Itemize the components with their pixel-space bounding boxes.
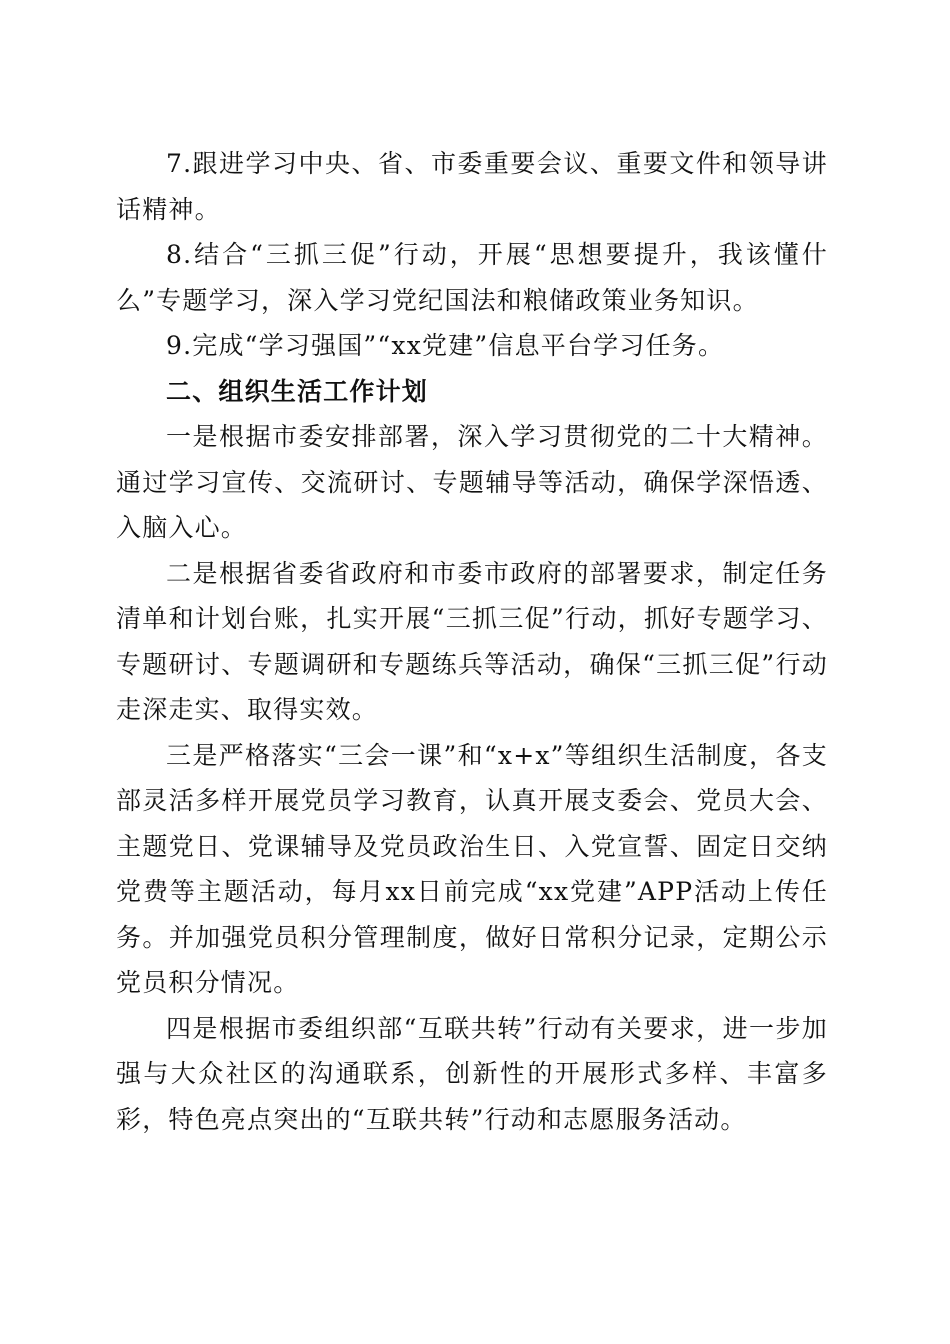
- list-item-8: 8.结合“三抓三促”行动，开展“思想要提升，我该懂什么”专题学习，深入学习党纪国法和粮储政策业务知识。: [116, 240, 828, 315]
- paragraph-two: 二是根据省委省政府和市委市政府的部署要求，制定任务清单和计划台账，扎实开展“三抓三促”行动，抓好专题学习、专题研讨、专题调研和专题练兵等活动，确保“三抓三促”行动走深走实、取得实效。: [116, 558, 828, 724]
- list-item-9: 9.完成“学习强国”“xx党建”信息平台学习任务。: [166, 331, 725, 360]
- document-body: [116, 141, 828, 1142]
- paragraph-four: 四是根据市委组织部“互联共转”行动有关要求，进一步加强与大众社区的沟通联系，创新性的开展形式多样、丰富多彩，特色亮点突出的“互联共转”行动和志愿服务活动。: [116, 1013, 828, 1134]
- section-heading: 二、组织生活工作计划: [166, 376, 429, 406]
- paragraph-three: 三是严格落实“三会一课”和“x+x”等组织生活制度，各支部灵活多样开展党员学习教育，认真开展支委会、党员大会、主题党日、党课辅导及党员政治生日、入党宣誓、固定日交纳党费等主题活动，每月xx日前完成“xx党建”APP活动上传任务。并加强党员积分管理制度，做好日常积分记录，定期公示党员积分情况。: [116, 740, 828, 997]
- paragraph-one: 一是根据市委安排部署，深入学习贯彻党的二十大精神。通过学习宣传、交流研讨、专题辅导等活动，确保学深悟透、入脑入心。: [116, 422, 828, 542]
- list-item-7: 7.跟进学习中央、省、市委重要会议、重要文件和领导讲话精神。: [116, 149, 828, 224]
